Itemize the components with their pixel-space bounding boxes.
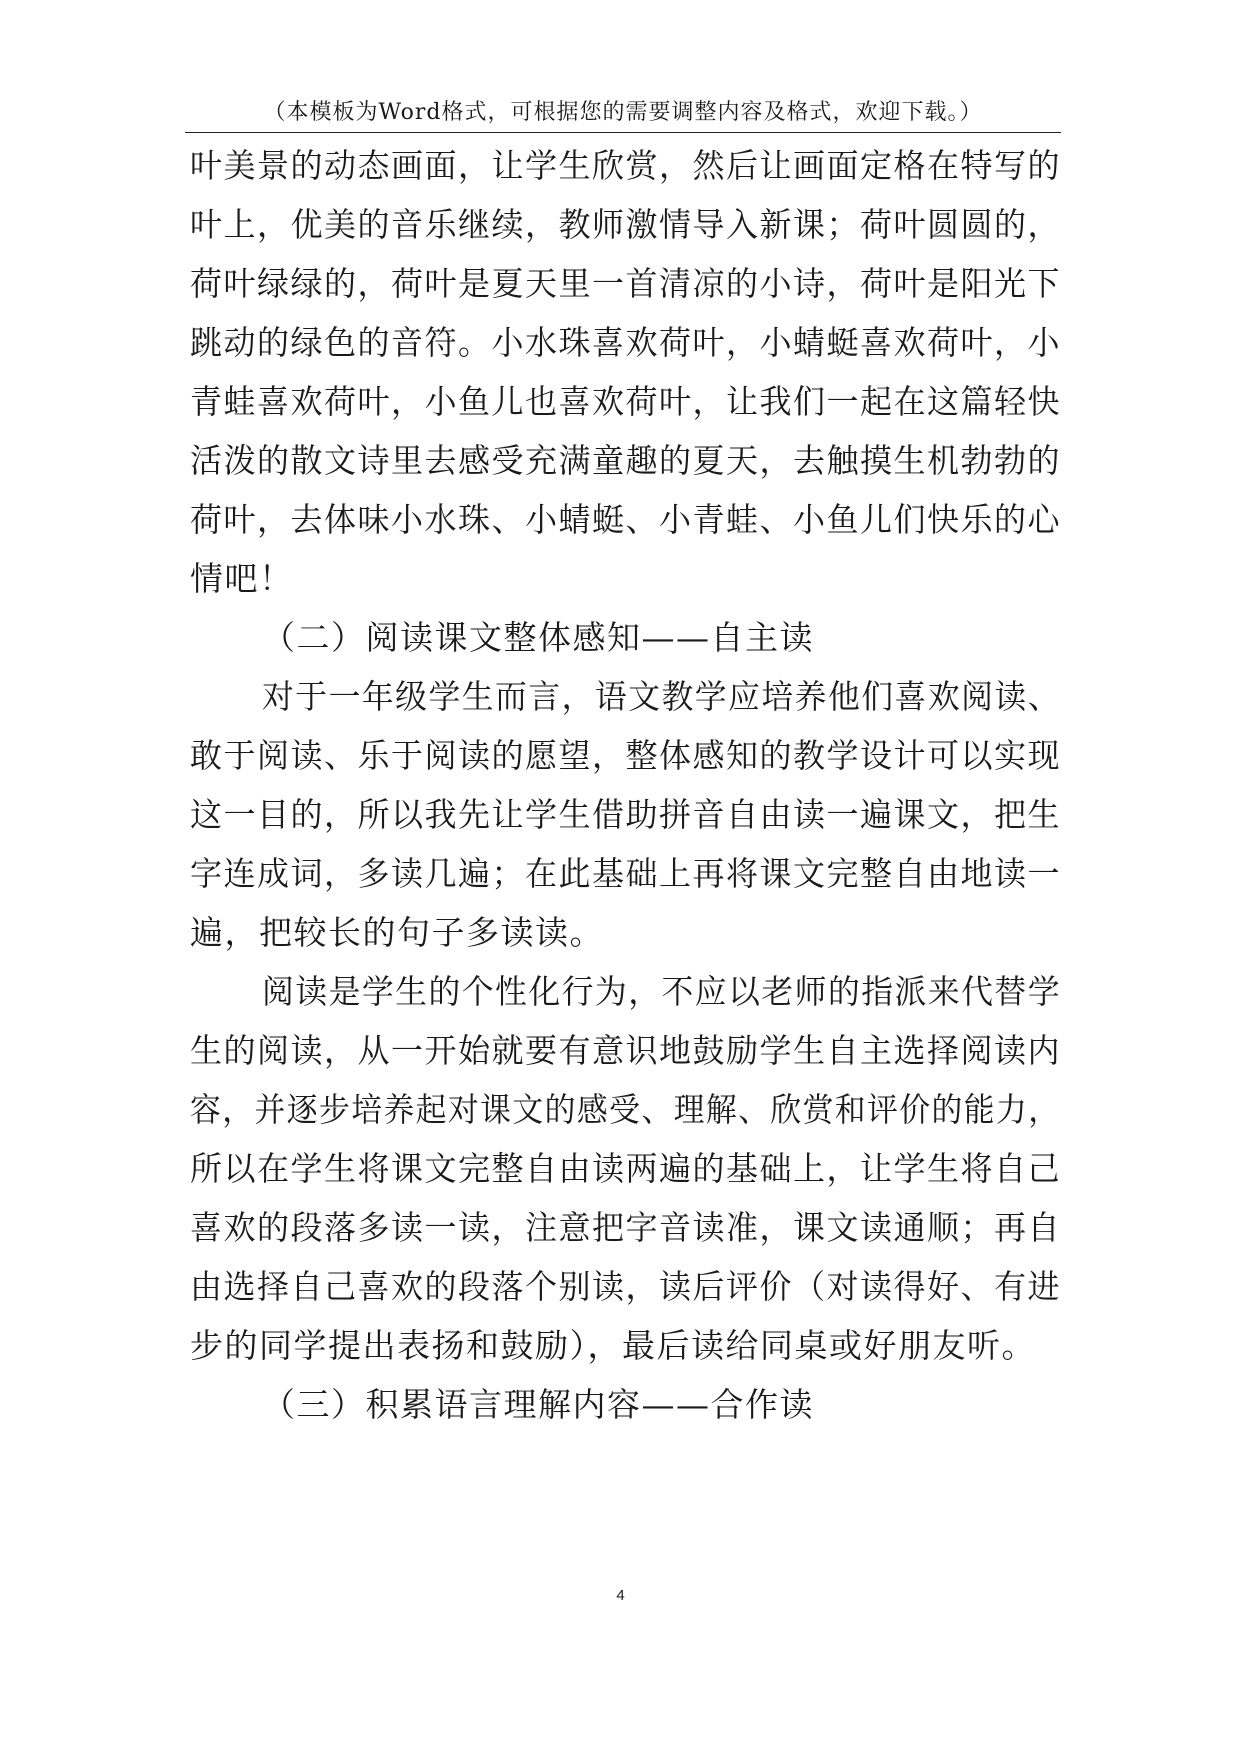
page-number: 4 <box>616 1587 625 1604</box>
text-line: 敢于阅读、乐于阅读的愿望，整体感知的教学设计可以实现 <box>190 736 1061 775</box>
text-line: 荷叶，去体味小水珠、小蜻蜓、小青蛙、小鱼儿们快乐的心 <box>190 500 1061 539</box>
text-line: 这一目的，所以我先让学生借助拼音自由读一遍课文，把生 <box>190 795 1061 834</box>
text-line: 容，并逐步培养起对课文的感受、理解、欣赏和评价的能力， <box>190 1090 1061 1129</box>
text-line: 叶上，优美的音乐继续，教师激情导入新课；荷叶圆圆的， <box>190 205 1061 244</box>
text-line: 情吧！ <box>190 559 294 598</box>
text-line: 由选择自己喜欢的段落个别读，读后评价（对读得好、有进 <box>190 1267 1061 1306</box>
text-line: 阅读是学生的个性化行为，不应以老师的指派来代替学 <box>262 972 1062 1011</box>
text-line: 生的阅读，从一开始就要有意识地鼓励学生自主选择阅读内 <box>190 1031 1061 1070</box>
text-line: 对于一年级学生而言，语文教学应培养他们喜欢阅读、 <box>262 677 1062 716</box>
section-heading: （三）积累语言理解内容——合作读 <box>262 1385 814 1424</box>
text-line: 字连成词，多读几遍；在此基础上再将课文完整自由地读一 <box>190 854 1061 893</box>
text-line: 步的同学提出表扬和鼓励），最后读给同桌或好朋友听。 <box>190 1326 1036 1365</box>
header-divider <box>185 132 1061 133</box>
text-line: 遍，把较长的句子多读读。 <box>190 913 604 952</box>
text-line: 荷叶绿绿的，荷叶是夏天里一首清凉的小诗，荷叶是阳光下 <box>190 264 1061 303</box>
text-line: 青蛙喜欢荷叶，小鱼儿也喜欢荷叶，让我们一起在这篇轻快 <box>190 382 1061 421</box>
text-line: 跳动的绿色的音符。小水珠喜欢荷叶，小蜻蜓喜欢荷叶，小 <box>190 323 1061 362</box>
text-line: 活泼的散文诗里去感受充满童趣的夏天，去触摸生机勃勃的 <box>190 441 1061 480</box>
section-heading: （二）阅读课文整体感知——自主读 <box>262 618 814 657</box>
template-note: （本模板为Word格式，可根据您的需要调整内容及格式，欢迎下载。） <box>263 100 983 125</box>
text-line: 所以在学生将课文完整自由读两遍的基础上，让学生将自己 <box>190 1149 1061 1188</box>
text-line: 叶美景的动态画面，让学生欣赏，然后让画面定格在特写的 <box>190 146 1061 185</box>
text-line: 喜欢的段落多读一读，注意把字音读准，课文读通顺；再自 <box>190 1208 1061 1247</box>
